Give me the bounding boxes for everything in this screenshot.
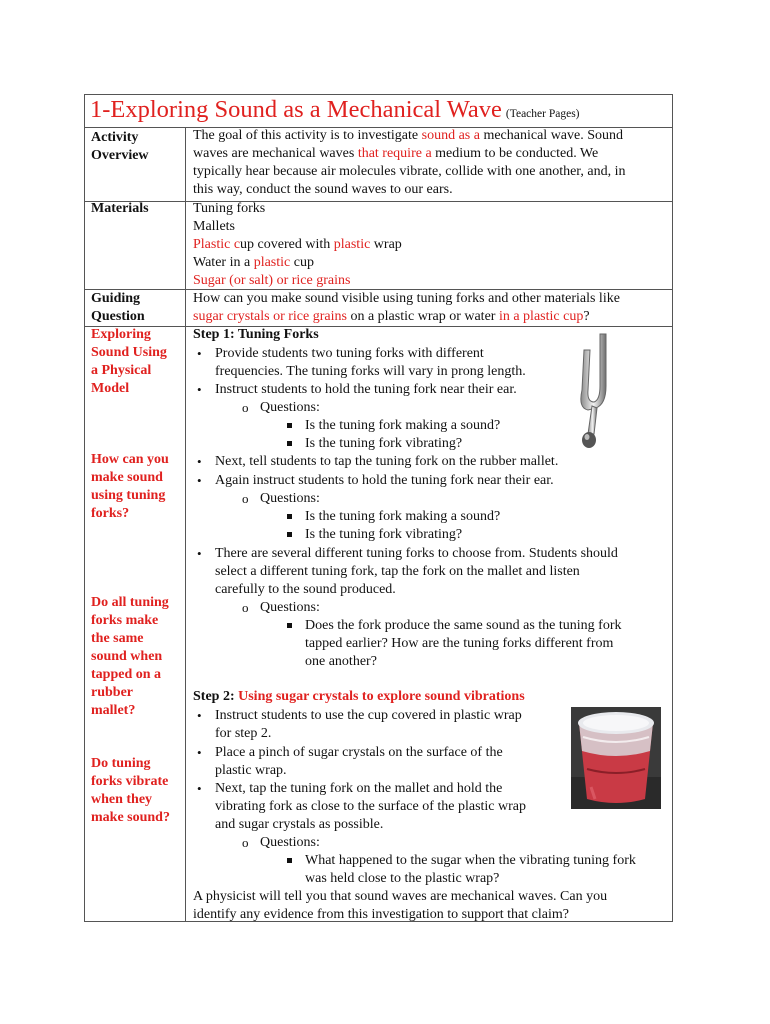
- bullet-dot: •: [197, 546, 202, 561]
- text-run: plastic: [333, 237, 371, 252]
- text-run: this way, conduct the sound waves to our ears.: [193, 182, 453, 197]
- text-run: Tuning forks: [193, 201, 266, 216]
- materials-item: [193, 236, 402, 254]
- question-item: Does the fork produce the same sound as the tuning fork: [305, 618, 622, 633]
- question-item-cont: tapped earlier? How are the tuning forks different from: [305, 636, 614, 651]
- text-run: sugar crystals or rice grains: [193, 309, 347, 324]
- square-bullet: [287, 623, 292, 628]
- text-run: plastic: [253, 255, 291, 270]
- question-item-cont: one another?: [305, 654, 377, 669]
- question-item: Is the tuning fork making a sound?: [305, 418, 501, 433]
- column-divider: [185, 128, 186, 921]
- circle-bullet: o: [242, 835, 249, 850]
- tuning-fork-image: [556, 330, 632, 456]
- materials-label: Materials: [91, 201, 149, 216]
- materials-item: [193, 218, 402, 236]
- materials-item: [193, 254, 402, 272]
- sidebar-line: sound when: [91, 649, 163, 664]
- sidebar-line: Sound Using: [91, 345, 167, 360]
- sidebar-question-2: [91, 594, 169, 720]
- text-run: medium to be conducted. We: [431, 146, 599, 161]
- guiding-line: [193, 290, 620, 308]
- text-run: cup: [290, 255, 314, 270]
- sidebar-question-1: [91, 451, 169, 523]
- step1-bullet-2: Instruct students to hold the tuning fork near their ear.: [215, 382, 517, 397]
- text-run: Water in a: [193, 255, 254, 270]
- step2-heading-prefix: Step 2:: [193, 689, 239, 704]
- overview-text: [193, 127, 626, 199]
- bullet-dot: •: [197, 454, 202, 469]
- sidebar-line: forks?: [91, 506, 130, 521]
- text-run: wrap: [370, 237, 402, 252]
- sidebar-question-3: [91, 755, 170, 827]
- step2-bullet-3: Next, tap the tuning fork on the mallet and hold the: [215, 781, 503, 796]
- closing-text-cont: identify any evidence from this investigation to support that claim?: [193, 907, 569, 922]
- step1-bullet-5-cont: select a different tuning fork, tap the fork on the mallet and listen: [215, 564, 580, 579]
- sidebar-line: make sound: [91, 470, 163, 485]
- sidebar-line: Model: [91, 381, 130, 396]
- sidebar-line: make sound?: [91, 810, 170, 825]
- sidebar-line: forks vibrate: [91, 774, 169, 789]
- materials-item: [193, 272, 402, 290]
- sidebar-line: Do tuning: [91, 756, 151, 771]
- circle-bullet: o: [242, 491, 249, 506]
- guiding-label-line: Question: [91, 309, 145, 324]
- text-run: on a plastic wrap or water: [346, 309, 499, 324]
- step2-bullet-3-cont: and sugar crystals as possible.: [215, 817, 384, 832]
- page-title: [90, 96, 580, 124]
- step2-bullet-1: Instruct students to use the cup covered in plastic wrap: [215, 708, 522, 723]
- step2-heading: [193, 688, 525, 706]
- guiding-line: [193, 308, 620, 326]
- sidebar-line: forks make: [91, 613, 159, 628]
- guiding-label-line: Guiding: [91, 291, 141, 306]
- question-item: What happened to the sugar when the vibrating tuning fork: [305, 853, 636, 868]
- bullet-dot: •: [197, 708, 202, 723]
- overview-label-line: Overview: [91, 148, 149, 163]
- text-run: sound as a: [421, 128, 480, 143]
- step1-bullet-4: Again instruct students to hold the tuning fork near their ear.: [215, 473, 554, 488]
- question-item: Is the tuning fork vibrating?: [305, 436, 463, 451]
- text-run: ?: [583, 309, 590, 324]
- overview-line: [193, 145, 626, 163]
- sidebar-line: using tuning: [91, 488, 166, 503]
- overview-line: [193, 163, 626, 181]
- title-text: 1-Exploring Sound as a Mechanical Wave: [90, 96, 502, 123]
- bullet-dot: •: [197, 781, 202, 796]
- text-run: How can you make sound visible using tuning forks and other materials like: [193, 291, 620, 306]
- bullet-dot: •: [197, 346, 202, 361]
- circle-bullet: o: [242, 600, 249, 615]
- bullet-dot: •: [197, 473, 202, 488]
- sidebar-line: tapped on a: [91, 667, 162, 682]
- text-run: up covered with: [240, 237, 334, 252]
- title-subtitle: (Teacher Pages): [505, 108, 580, 120]
- text-run: waves are mechanical waves: [193, 146, 358, 161]
- text-run: Plastic c: [193, 237, 241, 252]
- questions-label: Questions:: [260, 600, 320, 615]
- step2-bullet-2-cont: plastic wrap.: [215, 763, 287, 778]
- text-run: The goal of this activity is to investigate: [193, 128, 422, 143]
- sidebar-line: rubber: [91, 685, 133, 700]
- circle-bullet: o: [242, 400, 249, 415]
- sidebar-line: mallet?: [91, 703, 136, 718]
- step1-bullet-3: Next, tell students to tap the tuning fork on the rubber mallet.: [215, 454, 559, 469]
- square-bullet: [287, 423, 292, 428]
- overview-line: [193, 127, 626, 145]
- square-bullet: [287, 858, 292, 863]
- guiding-question-text: [193, 290, 620, 326]
- step2-bullet-2: Place a pinch of sugar crystals on the surface of the: [215, 745, 503, 760]
- question-item-cont: was held close to the plastic wrap?: [305, 871, 500, 886]
- text-run: mechanical wave. Sound: [479, 128, 624, 143]
- square-bullet: [287, 514, 292, 519]
- questions-label: Questions:: [260, 491, 320, 506]
- step1-bullet-1: Provide students two tuning forks with different: [215, 346, 484, 361]
- text-run: Mallets: [193, 219, 235, 234]
- sidebar-line: How can you: [91, 452, 169, 467]
- sidebar-line: Exploring: [91, 327, 151, 342]
- text-run: typically hear because air molecules vibrate, collide with one another, and, in: [193, 164, 626, 179]
- sidebar-exploring: [91, 326, 167, 398]
- bullet-dot: •: [197, 382, 202, 397]
- guiding-label: [91, 290, 145, 326]
- text-run: that require a: [357, 146, 432, 161]
- question-item: Is the tuning fork vibrating?: [305, 527, 463, 542]
- materials-list: [193, 200, 402, 290]
- step1-bullet-5: There are several different tuning forks to choose from. Students should: [215, 546, 618, 561]
- step2-bullet-1-cont: for step 2.: [215, 726, 272, 741]
- overview-line: [193, 181, 626, 199]
- title-row: [85, 95, 672, 128]
- overview-label: [91, 129, 149, 165]
- text-run: Sugar (or salt) or rice grains: [193, 273, 351, 288]
- bullet-dot: •: [197, 745, 202, 760]
- step2-bullet-3-cont: vibrating fork as close to the surface of the plastic wrap: [215, 799, 527, 814]
- square-bullet: [287, 441, 292, 446]
- sidebar-line: Do all tuning: [91, 595, 169, 610]
- question-item: Is the tuning fork making a sound?: [305, 509, 501, 524]
- sidebar-line: a Physical: [91, 363, 152, 378]
- questions-label: Questions:: [260, 400, 320, 415]
- closing-text: A physicist will tell you that sound waves are mechanical waves. Can you: [193, 889, 608, 904]
- step1-bullet-5-cont: carefully to the sound produced.: [215, 582, 396, 597]
- text-run: in a plastic cup: [498, 309, 584, 324]
- step1-heading: Step 1: Tuning Forks: [193, 327, 319, 342]
- materials-item: [193, 200, 402, 218]
- questions-label: Questions:: [260, 835, 320, 850]
- overview-label-line: Activity: [91, 130, 139, 145]
- cup-photo-image: [571, 707, 661, 809]
- sidebar-line: the same: [91, 631, 144, 646]
- step1-bullet-1-cont: frequencies. The tuning forks will vary in prong length.: [215, 364, 526, 379]
- step2-heading-title: Using sugar crystals to explore sound vibrations: [238, 689, 525, 704]
- row-divider: [85, 326, 672, 327]
- sidebar-line: when they: [91, 792, 153, 807]
- square-bullet: [287, 532, 292, 537]
